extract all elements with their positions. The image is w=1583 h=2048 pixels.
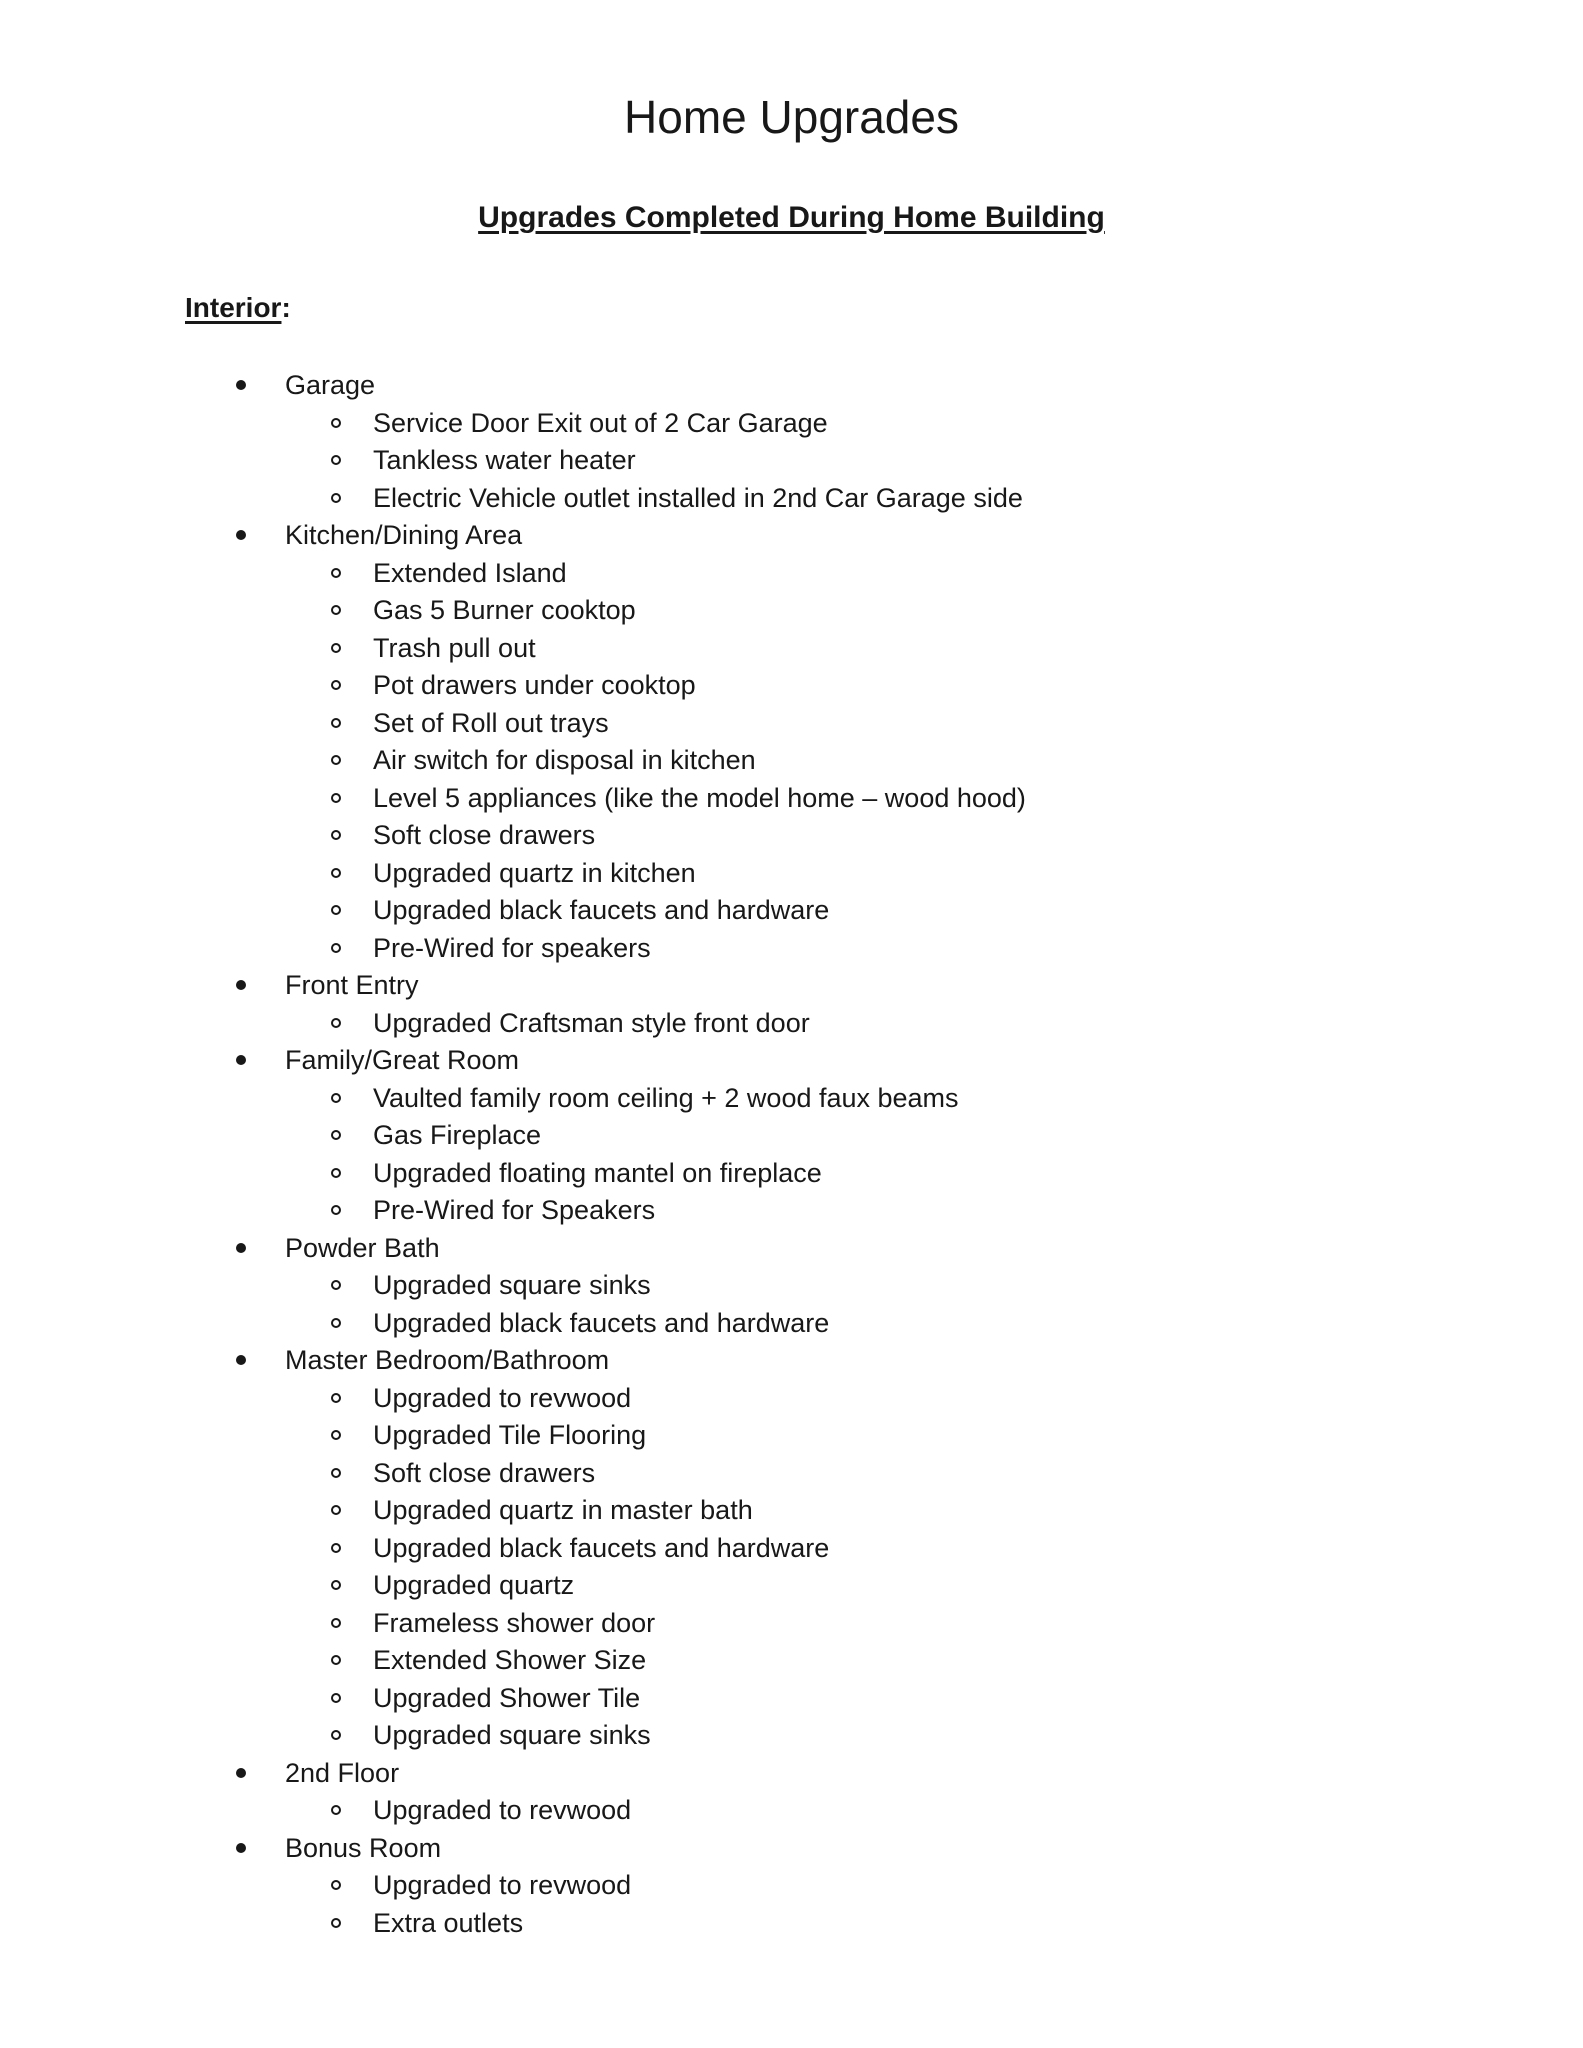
list-item-text: Family/Great Room <box>285 1045 520 1075</box>
list-subitem <box>0 742 1583 780</box>
list-subitem <box>0 705 1583 743</box>
bullet-circle-icon <box>331 1468 341 1478</box>
bullet-circle-icon <box>331 455 341 465</box>
bullet-dot-icon <box>236 380 246 390</box>
bullet-circle-icon <box>331 1730 341 1740</box>
list-subitem <box>0 1567 1583 1605</box>
list-subitem <box>0 1080 1583 1118</box>
list-subitem <box>0 1905 1583 1943</box>
bullet-circle-icon <box>331 755 341 765</box>
bullet-circle-icon <box>331 905 341 915</box>
list-item-text: Pot drawers under cooktop <box>373 670 696 700</box>
bullet-dot-icon <box>236 1768 246 1778</box>
bullet-circle-icon <box>331 418 341 428</box>
upgrade-list <box>0 367 1583 1942</box>
list-item-text: Extended Shower Size <box>373 1645 647 1675</box>
bullet-circle-icon <box>331 793 341 803</box>
bullet-circle-icon <box>331 1393 341 1403</box>
list-item-text: Tankless water heater <box>373 445 636 475</box>
list-item-text: Upgraded to revwood <box>373 1382 632 1413</box>
bullet-circle-icon <box>331 1205 341 1215</box>
list-subitem <box>0 1192 1583 1230</box>
list-subitem <box>0 480 1583 518</box>
bullet-circle-icon <box>331 1580 341 1590</box>
list-item-text: Upgraded Craftsman style front door <box>373 1007 810 1038</box>
bullet-dot-icon <box>236 1843 246 1853</box>
list-subitem <box>0 1267 1583 1305</box>
list-item-text: Upgraded Shower Tile <box>373 1682 641 1713</box>
list-subitem <box>0 1717 1583 1755</box>
list-subitem <box>0 817 1583 855</box>
list-item-text: Soft close drawers <box>373 820 596 850</box>
bullet-circle-icon <box>331 868 341 878</box>
list-subitem <box>0 405 1583 443</box>
list-subitem <box>0 780 1583 818</box>
list-item-text: Level 5 appliances (like the model home – wood hood) <box>373 782 1026 813</box>
list-subitem <box>0 630 1583 668</box>
section-heading-colon: : <box>281 292 291 323</box>
list-item-text: Extended Island <box>373 557 567 588</box>
list-item-text: Upgraded Tile Flooring <box>373 1420 647 1450</box>
document-subtitle <box>0 203 1583 233</box>
bullet-dot-icon <box>236 1243 246 1253</box>
list-subitem <box>0 1417 1583 1455</box>
bullet-circle-icon <box>331 1168 341 1178</box>
list-item-text: Upgraded black faucets and hardware <box>373 1307 830 1338</box>
bullet-circle-icon <box>331 943 341 953</box>
list-item <box>0 1042 1583 1080</box>
bullet-dot-icon <box>236 980 246 990</box>
list-item-text: Kitchen/Dining Area <box>285 520 523 550</box>
list-item <box>0 1755 1583 1793</box>
bullet-dot-icon <box>236 530 246 540</box>
list-subitem <box>0 1867 1583 1905</box>
bullet-circle-icon <box>331 680 341 690</box>
list-item-text: 2nd Floor <box>285 1757 400 1788</box>
bullet-circle-icon <box>331 643 341 653</box>
bullet-circle-icon <box>331 1018 341 1028</box>
document-title: Home Upgrades <box>624 91 959 143</box>
list-subitem <box>0 1117 1583 1155</box>
bullet-circle-icon <box>331 568 341 578</box>
list-item-text: Upgraded black faucets and hardware <box>373 1532 830 1563</box>
list-subitem <box>0 555 1583 593</box>
list-subitem <box>0 1380 1583 1418</box>
list-subitem <box>0 1642 1583 1680</box>
list-item-text: Set of Roll out trays <box>373 707 609 738</box>
list-subitem <box>0 592 1583 630</box>
list-item-text: Garage <box>285 370 376 400</box>
list-item-text: Upgraded black faucets and hardware <box>373 895 830 925</box>
list-item <box>0 1230 1583 1268</box>
bullet-circle-icon <box>331 493 341 503</box>
list-item-text: Trash pull out <box>373 632 536 663</box>
bullet-circle-icon <box>331 1805 341 1815</box>
list-item-text: Soft close drawers <box>373 1457 596 1488</box>
bullet-circle-icon <box>331 1918 341 1928</box>
list-item <box>0 1830 1583 1868</box>
bullet-circle-icon <box>331 1655 341 1665</box>
list-subitem <box>0 1492 1583 1530</box>
list-item-text: Powder Bath <box>285 1232 440 1263</box>
list-subitem <box>0 930 1583 968</box>
section-heading-text: Interior <box>185 292 282 323</box>
list-subitem <box>0 1530 1583 1568</box>
list-subitem <box>0 1792 1583 1830</box>
bullet-circle-icon <box>331 830 341 840</box>
list-item-text: Master Bedroom/Bathroom <box>285 1345 610 1375</box>
list-item-text: Extra outlets <box>373 1907 524 1938</box>
list-item-text: Upgraded floating mantel on fireplace <box>373 1157 822 1188</box>
list-item <box>0 367 1583 405</box>
bullet-circle-icon <box>331 1130 341 1140</box>
list-item-text: Upgraded quartz in kitchen <box>373 857 696 888</box>
list-item-text: Bonus Room <box>285 1832 442 1863</box>
list-item-text: Pre-Wired for Speakers <box>373 1195 656 1225</box>
list-subitem <box>0 667 1583 705</box>
bullet-circle-icon <box>331 1280 341 1290</box>
list-item-text: Electric Vehicle outlet installed in 2nd Car Garage side <box>373 482 1023 513</box>
list-item-text: Upgraded square sinks <box>373 1720 651 1750</box>
list-item-text: Gas Fireplace <box>373 1120 542 1150</box>
list-item-text: Frameless shower door <box>373 1607 656 1638</box>
bullet-circle-icon <box>331 1318 341 1328</box>
list-subitem <box>0 1680 1583 1718</box>
list-item-text: Vaulted family room ceiling + 2 wood faux beams <box>373 1082 959 1113</box>
document-subtitle-text: Upgrades Completed During Home Building <box>478 201 1105 234</box>
list-item-text: Upgraded to revwood <box>373 1795 632 1825</box>
bullet-circle-icon <box>331 605 341 615</box>
bullet-circle-icon <box>331 1430 341 1440</box>
bullet-circle-icon <box>331 1693 341 1703</box>
bullet-circle-icon <box>331 1543 341 1553</box>
list-item-text: Front Entry <box>285 970 419 1000</box>
list-subitem <box>0 892 1583 930</box>
list-item-text: Pre-Wired for speakers <box>373 932 651 963</box>
list-subitem <box>0 1455 1583 1493</box>
list-item <box>0 1342 1583 1380</box>
list-item <box>0 517 1583 555</box>
bullet-circle-icon <box>331 1505 341 1515</box>
list-subitem <box>0 442 1583 480</box>
list-subitem <box>0 855 1583 893</box>
list-subitem <box>0 1005 1583 1043</box>
list-item <box>0 967 1583 1005</box>
list-item-text: Upgraded quartz in master bath <box>373 1495 753 1525</box>
bullet-circle-icon <box>331 718 341 728</box>
bullet-circle-icon <box>331 1880 341 1890</box>
list-item-text: Service Door Exit out of 2 Car Garage <box>373 407 828 438</box>
bullet-circle-icon <box>331 1093 341 1103</box>
list-subitem <box>0 1155 1583 1193</box>
bullet-dot-icon <box>236 1355 246 1365</box>
list-item-text: Upgraded square sinks <box>373 1270 651 1300</box>
list-item-text: Upgraded quartz <box>373 1570 575 1600</box>
list-subitem <box>0 1605 1583 1643</box>
bullet-dot-icon <box>236 1055 246 1065</box>
list-item-text: Gas 5 Burner cooktop <box>373 595 636 625</box>
list-item-text: Air switch for disposal in kitchen <box>373 745 756 775</box>
section-heading <box>185 294 291 322</box>
bullet-circle-icon <box>331 1618 341 1628</box>
list-subitem <box>0 1305 1583 1343</box>
list-item-text: Upgraded to revwood <box>373 1870 632 1900</box>
